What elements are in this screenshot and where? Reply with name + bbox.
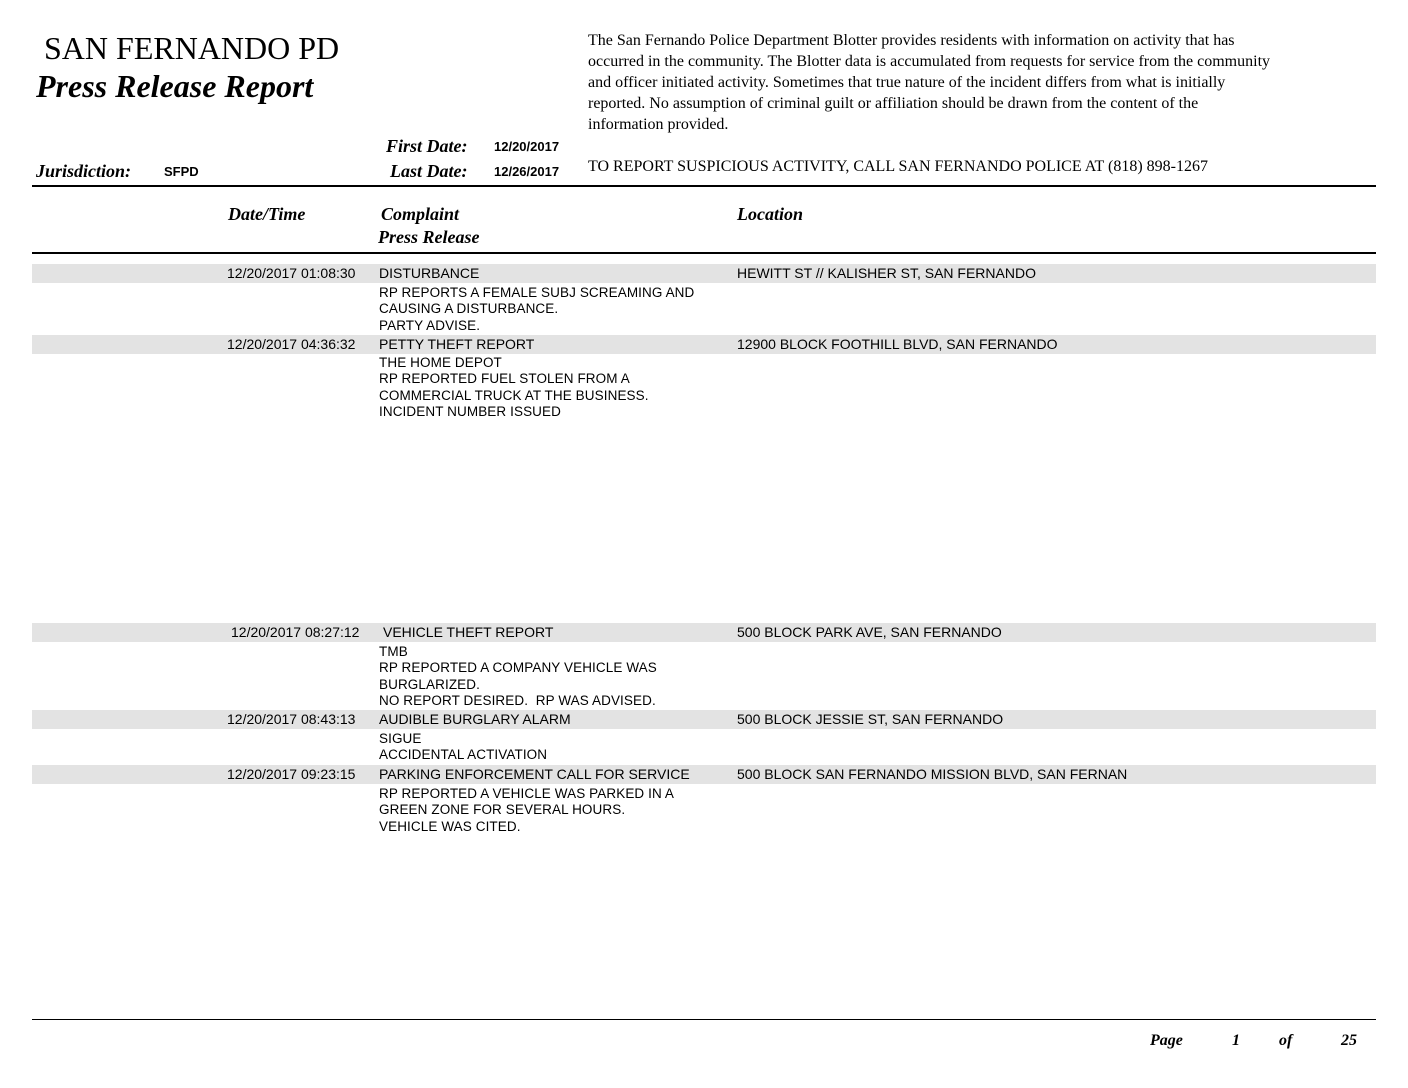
hotline-notice: TO REPORT SUSPICIOUS ACTIVITY, CALL SAN FERNANDO POLICE AT (818) 898-1267 <box>588 158 1208 175</box>
incident-datetime: 12/20/2017 01:08:30 <box>227 265 356 281</box>
disclaimer-line: information provided. <box>588 116 729 133</box>
column-header-datetime: Date/Time <box>228 204 306 224</box>
incident-location: 500 BLOCK PARK AVE, SAN FERNANDO <box>737 624 1002 640</box>
incident-complaint: PETTY THEFT REPORT <box>379 336 535 352</box>
last-date-label: Last Date: <box>390 161 468 181</box>
incident-complaint: AUDIBLE BURGLARY ALARM <box>379 711 571 727</box>
incident-press-release: RP REPORTED A VEHICLE WAS PARKED IN A GREEN ZONE FOR SEVERAL HOURS. VEHICLE WAS CITED. <box>379 786 675 834</box>
report-title: Press Release Report <box>36 68 314 104</box>
last-date-value: 12/26/2017 <box>494 164 560 179</box>
first-date-value: 12/20/2017 <box>494 139 560 154</box>
column-header-press-release: Press Release <box>378 227 480 247</box>
incident-complaint: PARKING ENFORCEMENT CALL FOR SERVICE <box>379 766 690 782</box>
disclaimer <box>588 30 1368 135</box>
incident-location: 500 BLOCK JESSIE ST, SAN FERNANDO <box>737 711 1004 727</box>
incident-location: 500 BLOCK SAN FERNANDO MISSION BLVD, SAN FERNAN <box>737 766 1128 782</box>
incident-datetime: 12/20/2017 08:27:12 <box>231 624 360 640</box>
disclaimer-line: reported. No assumption of criminal guilt or affiliation should be drawn from the content of the <box>588 95 1199 112</box>
incident-datetime: 12/20/2017 09:23:15 <box>227 766 356 782</box>
disclaimer-line: and officer initiated activity. Sometimes that true nature of the incident differs from what is initially <box>588 74 1226 91</box>
header-divider <box>32 185 1376 187</box>
total-pages: 25 <box>1341 1032 1357 1049</box>
incident-press-release: TMB RP REPORTED A COMPANY VEHICLE WAS BURGLARIZED. NO REPORT DESIRED. RP WAS ADVISED. <box>379 644 657 708</box>
incident-complaint: DISTURBANCE <box>379 265 480 281</box>
incident-location: 12900 BLOCK FOOTHILL BLVD, SAN FERNANDO <box>737 336 1058 352</box>
incident-press-release: THE HOME DEPOT RP REPORTED FUEL STOLEN FROM A COMMERCIAL TRUCK AT THE BUSINESS. INCIDENT NUMBER ISSUED <box>379 355 649 419</box>
jurisdiction-label: Jurisdiction: <box>36 161 132 181</box>
incident-press-release: SIGUE ACCIDENTAL ACTIVATION <box>379 731 548 763</box>
column-header-location: Location <box>737 204 803 224</box>
footer-divider <box>32 1019 1376 1020</box>
page-number: 1 <box>1232 1032 1240 1049</box>
column-header-complaint: Complaint <box>381 204 460 224</box>
incident-press-release: RP REPORTS A FEMALE SUBJ SCREAMING AND CAUSING A DISTURBANCE. PARTY ADVISE. <box>379 285 695 333</box>
incident-location: HEWITT ST // KALISHER ST, SAN FERNANDO <box>737 265 1036 281</box>
disclaimer-line: occurred in the community. The Blotter data is accumulated from requests for service from the community <box>588 53 1271 70</box>
first-date-label: First Date: <box>386 136 468 156</box>
of-label: of <box>1279 1032 1293 1049</box>
org-name: SAN FERNANDO PD <box>44 30 340 66</box>
jurisdiction-value: SFPD <box>164 164 199 179</box>
disclaimer-line: The San Fernando Police Department Blotter provides residents with information on activity that has <box>588 32 1235 49</box>
incident-datetime: 12/20/2017 04:36:32 <box>227 336 356 352</box>
page-label: Page <box>1150 1032 1183 1049</box>
incident-datetime: 12/20/2017 08:43:13 <box>227 711 356 727</box>
incident-complaint: VEHICLE THEFT REPORT <box>383 624 554 640</box>
column-header-divider <box>32 252 1376 254</box>
